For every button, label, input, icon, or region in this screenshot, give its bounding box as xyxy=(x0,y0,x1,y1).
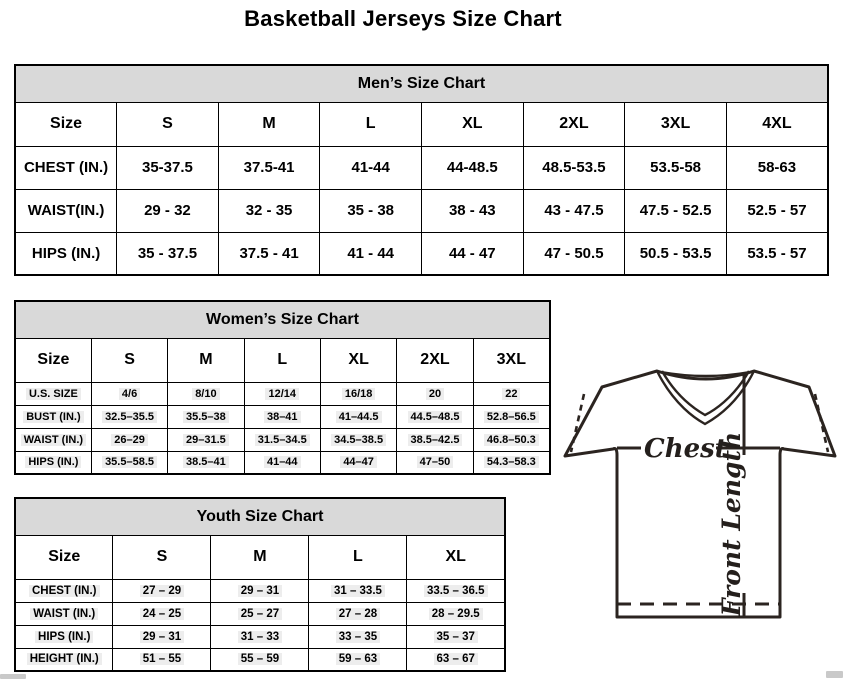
table-cell: 25 – 27 xyxy=(211,602,309,625)
size-column-header: M xyxy=(218,102,320,146)
table-cell: 43 - 47.5 xyxy=(523,189,625,232)
table-cell: 48.5-53.5 xyxy=(523,146,625,189)
table-cell: 47.5 - 52.5 xyxy=(625,189,727,232)
men-chart-title: Men’s Size Chart xyxy=(15,65,828,102)
table-cell: 31.5–34.5 xyxy=(244,428,320,451)
table-cell: 32 - 35 xyxy=(218,189,320,232)
table-cell: 24 – 25 xyxy=(113,602,211,625)
youth-size-chart-table xyxy=(14,497,506,672)
table-row xyxy=(15,189,828,232)
size-column-header: XL xyxy=(407,535,505,579)
table-cell: 38–41 xyxy=(244,405,320,428)
table-row xyxy=(15,625,505,648)
size-column-header: XL xyxy=(422,102,524,146)
table-cell: 58-63 xyxy=(726,146,828,189)
table-row xyxy=(15,232,828,275)
horizontal-scrollbar-thumb-right[interactable] xyxy=(826,671,843,678)
table-cell: 53.5-58 xyxy=(625,146,727,189)
table-cell: 34.5–38.5 xyxy=(320,428,396,451)
size-column-header: S xyxy=(113,535,211,579)
table-cell: 41 - 44 xyxy=(320,232,422,275)
table-cell: 35 - 37.5 xyxy=(117,232,219,275)
jersey-measurement-diagram xyxy=(556,363,843,635)
table-cell: 29–31.5 xyxy=(168,428,244,451)
table-cell: 35 - 38 xyxy=(320,189,422,232)
table-cell: 26–29 xyxy=(91,428,167,451)
row-label: HIPS (IN.) xyxy=(15,451,91,474)
size-column-header: XL xyxy=(320,338,396,382)
table-cell: 44–47 xyxy=(320,451,396,474)
table-cell: 12/14 xyxy=(244,382,320,405)
table-row xyxy=(15,382,550,405)
page-title: Basketball Jerseys Size Chart xyxy=(244,6,562,31)
table-cell: 54.3–58.3 xyxy=(473,451,550,474)
horizontal-scrollbar-thumb-left[interactable] xyxy=(0,674,26,679)
table-cell: 44-48.5 xyxy=(422,146,524,189)
table-cell: 29 – 31 xyxy=(113,625,211,648)
table-cell: 4/6 xyxy=(91,382,167,405)
size-column-header: 3XL xyxy=(625,102,727,146)
womens-size-chart-table xyxy=(14,300,551,475)
table-cell: 35.5–38 xyxy=(168,405,244,428)
row-label: HIPS (IN.) xyxy=(15,625,113,648)
row-label: BUST (IN.) xyxy=(15,405,91,428)
size-header-label: Size xyxy=(15,338,91,382)
table-cell: 55 – 59 xyxy=(211,648,309,671)
table-cell: 28 – 29.5 xyxy=(407,602,505,625)
youth-chart-title-row xyxy=(15,498,505,535)
size-column-header: 4XL xyxy=(726,102,828,146)
size-column-header: L xyxy=(244,338,320,382)
table-cell: 22 xyxy=(473,382,550,405)
table-cell: 38 - 43 xyxy=(422,189,524,232)
table-cell: 16/18 xyxy=(320,382,396,405)
size-header-label: Size xyxy=(15,535,113,579)
row-label: CHEST (IN.) xyxy=(15,146,117,189)
table-cell: 35.5–58.5 xyxy=(91,451,167,474)
table-cell: 44 - 47 xyxy=(422,232,524,275)
table-cell: 32.5–35.5 xyxy=(91,405,167,428)
table-cell: 52.5 - 57 xyxy=(726,189,828,232)
men-size-header-row xyxy=(15,102,828,146)
size-column-header: M xyxy=(211,535,309,579)
table-cell: 29 - 32 xyxy=(117,189,219,232)
size-column-header: S xyxy=(117,102,219,146)
table-cell: 38.5–42.5 xyxy=(397,428,473,451)
table-cell: 53.5 - 57 xyxy=(726,232,828,275)
row-label: CHEST (IN.) xyxy=(15,579,113,602)
youth-chart-title: Youth Size Chart xyxy=(15,498,505,535)
table-row xyxy=(15,579,505,602)
row-label: HEIGHT (IN.) xyxy=(15,648,113,671)
table-cell: 41-44 xyxy=(320,146,422,189)
table-cell: 44.5–48.5 xyxy=(397,405,473,428)
row-label: WAIST (IN.) xyxy=(15,602,113,625)
front-length-label: Front Length xyxy=(717,431,746,617)
table-cell: 31 – 33.5 xyxy=(309,579,407,602)
size-column-header: L xyxy=(320,102,422,146)
jersey-outline-shape xyxy=(565,371,835,617)
women-chart-title: Women’s Size Chart xyxy=(15,301,550,338)
size-column-header: 2XL xyxy=(397,338,473,382)
row-label: WAIST (IN.) xyxy=(15,428,91,451)
row-label: WAIST(IN.) xyxy=(15,189,117,232)
size-column-header: S xyxy=(91,338,167,382)
table-cell: 46.8–50.3 xyxy=(473,428,550,451)
table-cell: 31 – 33 xyxy=(211,625,309,648)
table-row xyxy=(15,428,550,451)
women-size-header-row xyxy=(15,338,550,382)
men-chart-title-row xyxy=(15,65,828,102)
table-row xyxy=(15,146,828,189)
table-cell: 51 – 55 xyxy=(113,648,211,671)
table-cell: 27 – 29 xyxy=(113,579,211,602)
table-row xyxy=(15,451,550,474)
youth-size-header-row xyxy=(15,535,505,579)
table-cell: 29 – 31 xyxy=(211,579,309,602)
table-cell: 33.5 – 36.5 xyxy=(407,579,505,602)
table-row xyxy=(15,602,505,625)
table-row xyxy=(15,648,505,671)
mens-size-chart-table xyxy=(14,64,829,276)
table-cell: 47 - 50.5 xyxy=(523,232,625,275)
table-cell: 63 – 67 xyxy=(407,648,505,671)
table-cell: 20 xyxy=(397,382,473,405)
table-cell: 59 – 63 xyxy=(309,648,407,671)
table-cell: 33 – 35 xyxy=(309,625,407,648)
table-cell: 50.5 - 53.5 xyxy=(625,232,727,275)
table-cell: 47–50 xyxy=(397,451,473,474)
row-label: U.S. SIZE xyxy=(15,382,91,405)
table-cell: 35-37.5 xyxy=(117,146,219,189)
chest-label: Chest xyxy=(644,434,727,464)
size-column-header: M xyxy=(168,338,244,382)
table-cell: 41–44 xyxy=(244,451,320,474)
size-column-header: L xyxy=(309,535,407,579)
table-cell: 41–44.5 xyxy=(320,405,396,428)
size-column-header: 3XL xyxy=(473,338,550,382)
women-chart-title-row xyxy=(15,301,550,338)
table-cell: 35 – 37 xyxy=(407,625,505,648)
table-cell: 27 – 28 xyxy=(309,602,407,625)
table-cell: 38.5–41 xyxy=(168,451,244,474)
table-cell: 52.8–56.5 xyxy=(473,405,550,428)
table-cell: 8/10 xyxy=(168,382,244,405)
size-column-header: 2XL xyxy=(523,102,625,146)
row-label: HIPS (IN.) xyxy=(15,232,117,275)
table-row xyxy=(15,405,550,428)
size-header-label: Size xyxy=(15,102,117,146)
table-cell: 37.5-41 xyxy=(218,146,320,189)
table-cell: 37.5 - 41 xyxy=(218,232,320,275)
